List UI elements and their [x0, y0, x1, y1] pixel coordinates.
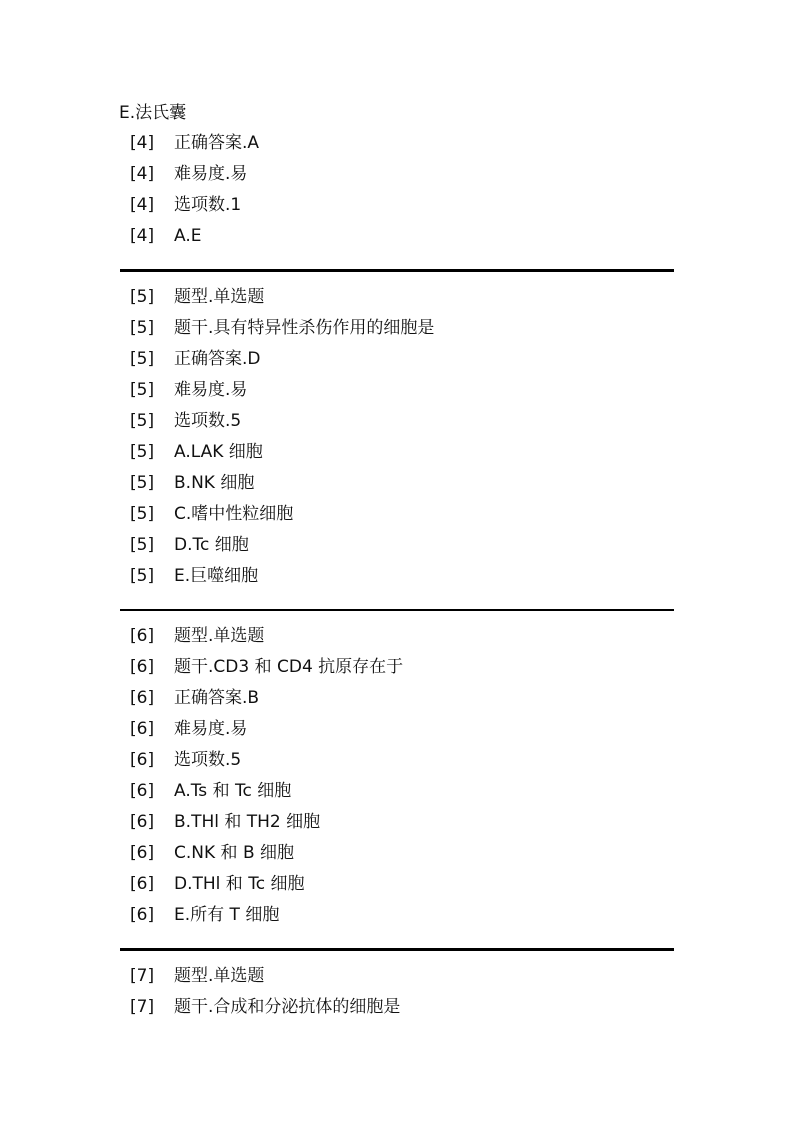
- line-text: A.Ts 和 Tc 细胞: [174, 781, 292, 801]
- question-line: [130, 749, 241, 771]
- line-number: [5]: [130, 318, 155, 338]
- line-text: 难易度.易: [174, 380, 248, 400]
- question-line: [130, 410, 241, 432]
- line-number: [6]: [130, 657, 155, 677]
- question-line: [130, 780, 291, 802]
- line-number: [4]: [130, 195, 155, 215]
- line-text: E.所有 T 细胞: [174, 905, 280, 925]
- question-line: [130, 379, 247, 401]
- question-line: [130, 163, 247, 185]
- line-number: [6]: [130, 688, 155, 708]
- line-number: [6]: [130, 874, 155, 894]
- line-text: A.E: [174, 226, 202, 246]
- line-number: [5]: [130, 349, 155, 369]
- question-line: [130, 317, 434, 339]
- question-line: [130, 873, 304, 895]
- line-text: B.THl 和 TH2 细胞: [174, 812, 321, 832]
- line-text: 题型.单选题: [174, 966, 265, 986]
- line-number: [6]: [130, 781, 155, 801]
- question-line: [130, 718, 247, 740]
- line-number: [6]: [130, 750, 155, 770]
- line-text: 题干.具有特异性杀伤作用的细胞是: [174, 318, 435, 338]
- question-line: [130, 842, 294, 864]
- line-number: [6]: [130, 812, 155, 832]
- line-number: [5]: [130, 442, 155, 462]
- line-number: [5]: [130, 473, 155, 493]
- line-text: 难易度.易: [174, 164, 248, 184]
- question-line: [130, 565, 258, 587]
- section-divider: [120, 269, 674, 272]
- line-number: [5]: [130, 380, 155, 400]
- line-text: D.Tc 细胞: [174, 535, 249, 555]
- question-line: [130, 811, 320, 833]
- question-line: [130, 656, 403, 678]
- line-number: [7]: [130, 997, 155, 1017]
- line-text: 选项数.1: [174, 195, 242, 215]
- line-number: [4]: [130, 133, 155, 153]
- question-line: [130, 194, 241, 216]
- line-text: 选项数.5: [174, 411, 242, 431]
- question-line: [130, 472, 254, 494]
- question-line: [130, 132, 259, 154]
- question-line: [130, 625, 264, 647]
- question-line: [130, 225, 201, 247]
- question-line: [130, 904, 279, 926]
- line-number: [5]: [130, 287, 155, 307]
- line-text: B.NK 细胞: [174, 473, 255, 493]
- line-text: 题型.单选题: [174, 626, 265, 646]
- question-line: [130, 286, 264, 308]
- line-number: [5]: [130, 566, 155, 586]
- line-text: 题型.单选题: [174, 287, 265, 307]
- question-line: [130, 348, 261, 370]
- question-line: [130, 687, 259, 709]
- line-text: 选项数.5: [174, 750, 242, 770]
- line-text: 题干.合成和分泌抗体的细胞是: [174, 997, 401, 1017]
- section-divider: [120, 609, 674, 611]
- line-number: [7]: [130, 966, 155, 986]
- question-line: [130, 996, 400, 1018]
- line-text: A.LAK 细胞: [174, 442, 263, 462]
- section-divider: [120, 948, 674, 951]
- line-number: [5]: [130, 535, 155, 555]
- line-text: 难易度.易: [174, 719, 248, 739]
- line-text: D.THl 和 Tc 细胞: [174, 874, 305, 894]
- line-number: [5]: [130, 504, 155, 524]
- question-line: [130, 441, 263, 463]
- line-number: [5]: [130, 411, 155, 431]
- line-text: C.嗜中性粒细胞: [174, 504, 294, 524]
- line-text: 正确答案.B: [174, 688, 260, 708]
- line-number: [6]: [130, 719, 155, 739]
- line-text: 正确答案.A: [174, 133, 260, 153]
- line-number: [4]: [130, 164, 155, 184]
- line-number: [6]: [130, 843, 155, 863]
- lead-option-line: E.法氏囊: [119, 103, 187, 123]
- line-text: E.巨噬细胞: [174, 566, 259, 586]
- question-line: [130, 965, 264, 987]
- line-text: C.NK 和 B 细胞: [174, 843, 295, 863]
- line-text: 题干.CD3 和 CD4 抗原存在于: [174, 657, 404, 677]
- line-text: 正确答案.D: [174, 349, 261, 369]
- line-number: [6]: [130, 626, 155, 646]
- question-line: [130, 534, 249, 556]
- line-number: [6]: [130, 905, 155, 925]
- line-number: [4]: [130, 226, 155, 246]
- question-line: [130, 503, 293, 525]
